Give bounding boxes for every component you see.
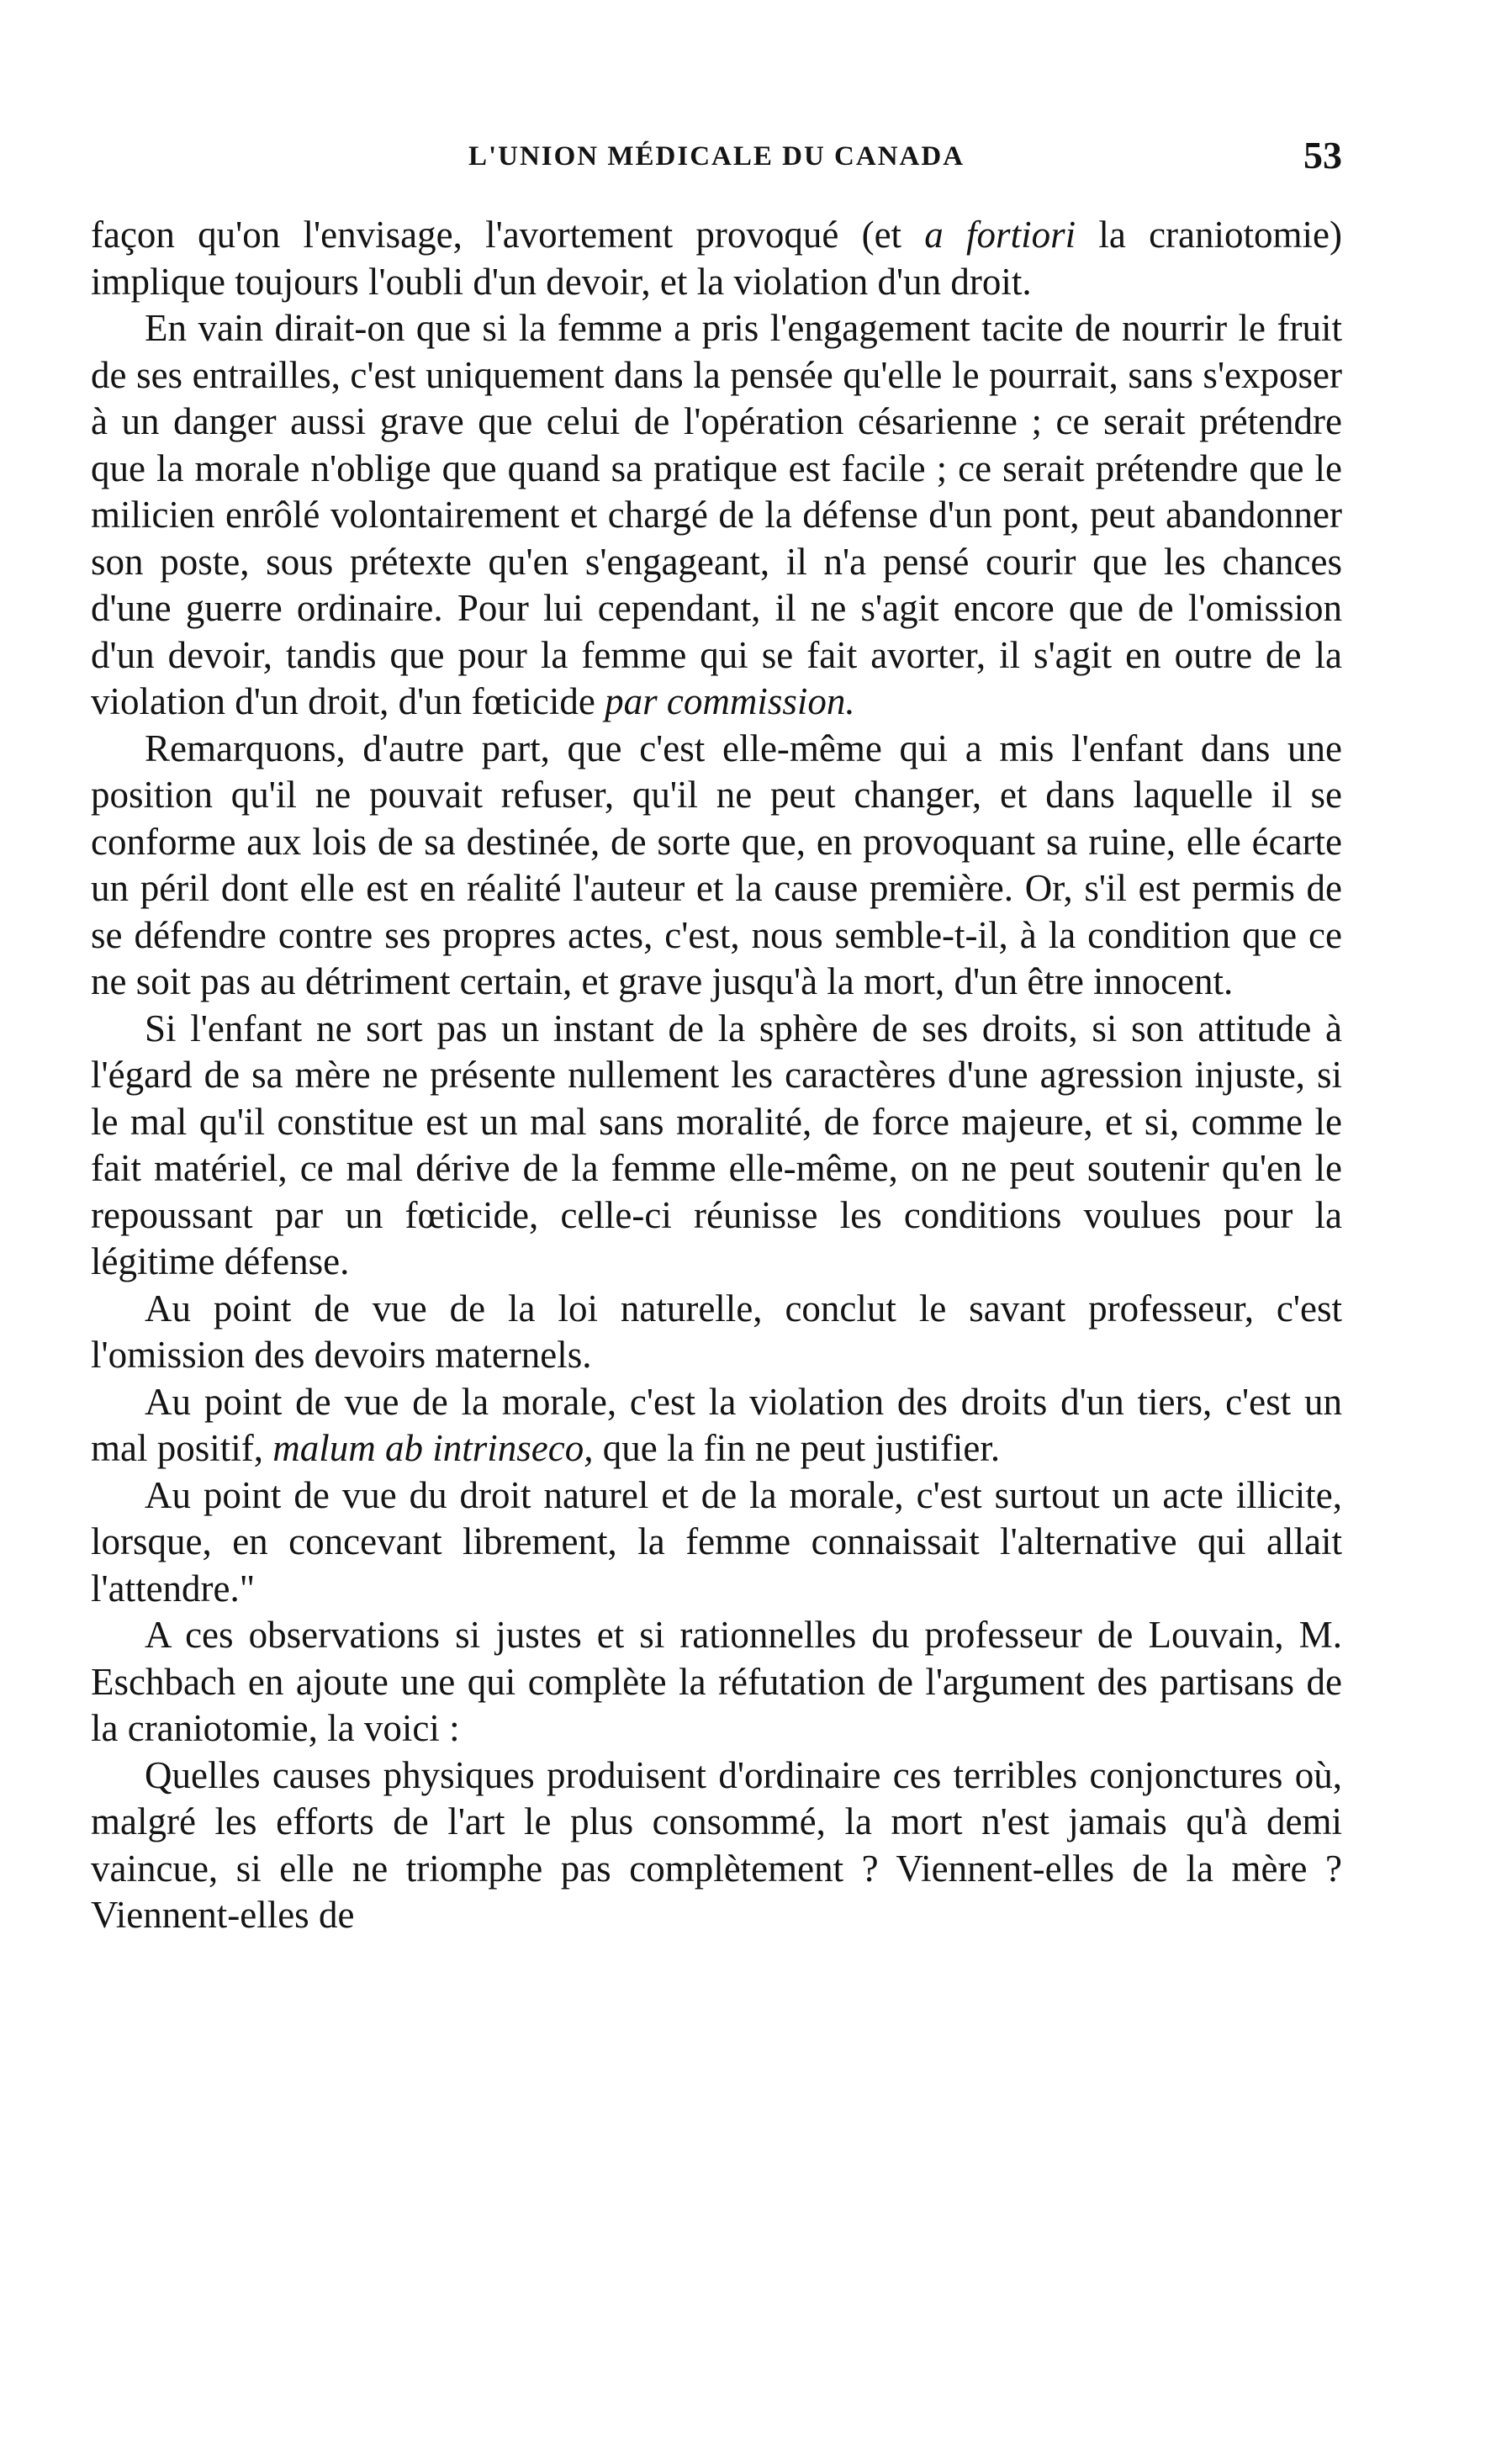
- body-text: [91, 212, 1342, 1939]
- paragraph: [91, 1006, 1342, 1286]
- italic-text: malum ab intrinseco,: [272, 1427, 594, 1469]
- text-run: Au point de vue de la morale, c'est la violation des droits d'un tiers, c'est un mal positif,: [91, 1380, 1342, 1469]
- book-page: [91, 126, 1342, 2380]
- text-run: A ces observations si justes et si rationnelles du professeur de Louvain, M. Eschbach en ajoute une qui complète la réfutation de l'argument des partisans de la craniotomie, la voici :: [91, 1614, 1342, 1749]
- paragraph: [91, 1752, 1342, 1939]
- paragraph: [91, 726, 1342, 1006]
- text-run: la craniotomie) implique toujours l'oubli d'un devoir, et la violation d'un droit.: [91, 214, 1342, 303]
- italic-text: par commission.: [605, 680, 855, 722]
- text-run: Au point de vue de la loi naturelle, conclut le savant professeur, c'est l'omission des devoirs maternels.: [91, 1287, 1342, 1376]
- text-run: Quelles causes physiques produisent d'ordinaire ces terribles conjonctures où, malgré les efforts de l'art le plus consommé, la mort n'est jamais qu'à demi vaincue, si elle ne triomphe pas complètement ? Viennent-elles de la mère ? Viennent-elles de: [91, 1753, 1342, 1936]
- page-number: 53: [1303, 134, 1342, 177]
- paragraph: [91, 1612, 1342, 1752]
- running-title: L'UNION MÉDICALE DU CANADA: [468, 141, 965, 172]
- text-run: Au point de vue du droit naturel et de la morale, c'est surtout un acte illicite, lorsque, en concevant librement, la femme connaissait l'alternative qui allait l'attendre.": [91, 1473, 1342, 1610]
- text-run: façon qu'on l'envisage, l'avortement provoqué (et: [91, 214, 925, 256]
- paragraph: [91, 1379, 1342, 1472]
- text-run: En vain dirait-on que si la femme a pris l'engagement tacite de nourrir le fruit de ses entrailles, c'est uniquement dans la pensée qu'elle le pourrait, sans s'exposer à un danger aussi grave que celui de l'opération césarienne ; ce serait prétendre que la morale n'oblige que quand sa pratique est facile ; ce serait prétendre que le milicien enrôlé volontairement et chargé de la défense d'un pont, peut abandonner son poste, sous prétexte qu'en s'engageant, il n'a pensé courir que les chances d'une guerre ordinaire. Pour lui cependant, il ne s'agit encore que de l'omission d'un devoir, tandis que pour la femme qui se fait avorter, il s'agit en outre de la violation d'un droit, d'un fœticide: [91, 307, 1342, 722]
- text-run: Si l'enfant ne sort pas un instant de la sphère de ses droits, si son attitude à l'égard de sa mère ne présente nullement les caractères d'une agression injuste, si le mal qu'il constitue est un mal sans moralité, de force majeure, et si, comme le fait matériel, ce mal dérive de la femme elle-même, on ne peut soutenir qu'en le repoussant par un fœticide, celle-ci réunisse les conditions voulues pour la légitime défense.: [91, 1007, 1342, 1282]
- page-header: [91, 126, 1342, 185]
- paragraph: [91, 1472, 1342, 1613]
- paragraph: [91, 212, 1342, 305]
- paragraph: [91, 1286, 1342, 1379]
- paragraph: [91, 305, 1342, 726]
- text-run: que la fin ne peut justifier.: [593, 1427, 1001, 1469]
- text-run: Remarquons, d'autre part, que c'est elle-même qui a mis l'enfant dans une position qu'il ne pouvait refuser, qu'il ne peut changer, et dans laquelle il se conforme aux lois de sa destinée, de sorte que, en provoquant sa ruine, elle écarte un péril dont elle est en réalité l'auteur et la cause première. Or, s'il est permis de se défendre contre ses propres actes, c'est, nous semble-t-il, à la condition que ce ne soit pas au détriment certain, et grave jusqu'à la mort, d'un être innocent.: [91, 727, 1342, 1002]
- italic-text: a fortiori: [924, 214, 1076, 256]
